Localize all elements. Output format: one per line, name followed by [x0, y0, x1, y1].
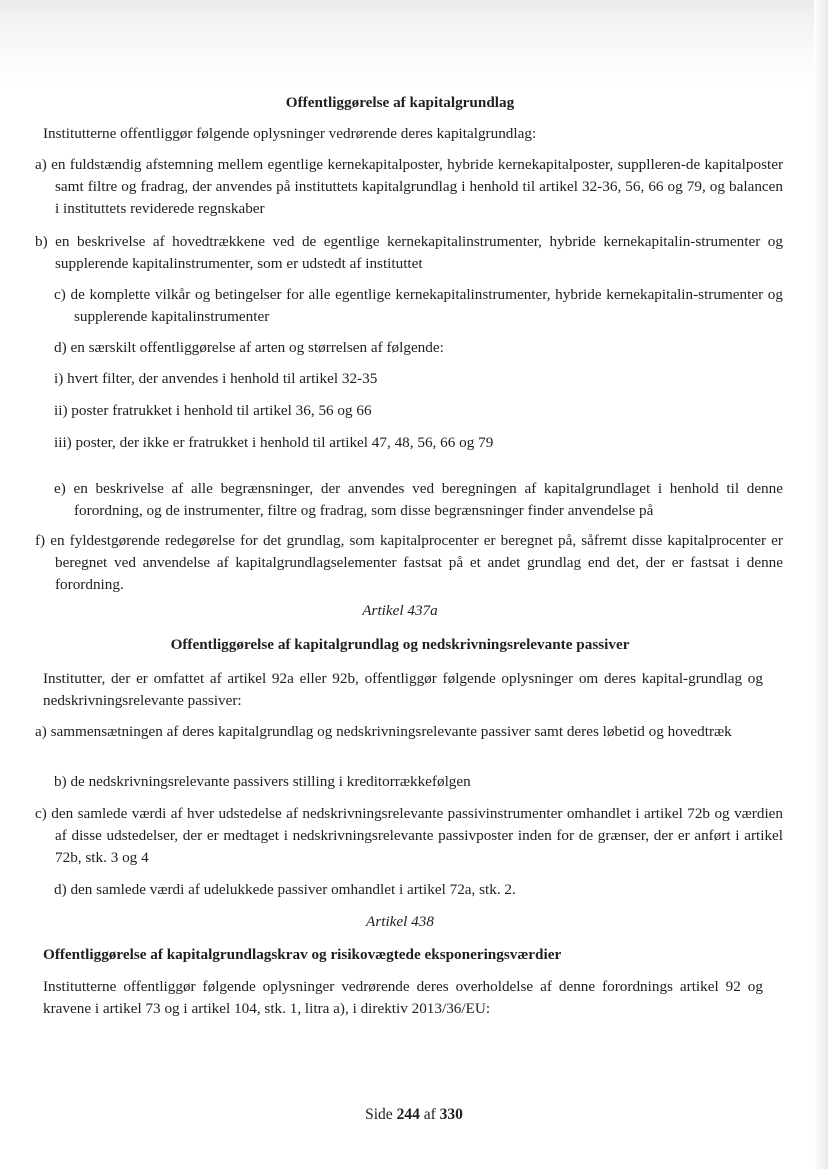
footer-page-number: 244: [396, 1106, 420, 1123]
list-item-d-ii: ii) poster fratrukket i henhold til artikel 36, 56 og 66: [54, 402, 372, 419]
intro-capital-base: Institutterne offentliggør følgende oplysninger vedrørende deres kapitalgrundlag:: [43, 125, 537, 142]
list-item-d: d) en særskilt offentliggørelse af arten og størrelsen af følgende:: [54, 339, 444, 356]
intro-article-437a: Institutter, der er omfattet af artikel 92a eller 92b, offentliggør følgende oplysninger om deres kapital-grundlag og nedskrivningsrelevante passiver:: [43, 670, 763, 709]
list-item-437a-b: b) de nedskrivningsrelevante passivers stilling i kreditorrækkefølgen: [54, 773, 471, 790]
heading-capital-base: Offentliggørelse af kapitalgrundlag: [285, 94, 515, 111]
scan-shading-right: [814, 0, 828, 1169]
footer-prefix: Side: [365, 1106, 393, 1123]
intro-article-438: Institutterne offentliggør følgende oplysninger vedrørende deres overholdelse af denne forordnings artikel 92 og kravene i artikel 73 og i artikel 104, stk. 1, litra a), i direktiv 2013/36/EU:: [43, 978, 763, 1017]
list-item-437a-a: a) sammensætningen af deres kapitalgrundlag og nedskrivningsrelevante passiver samt deres løbetid og hovedtræk: [35, 723, 732, 740]
list-item-d-iii: iii) poster, der ikke er fratrukket i henhold til artikel 47, 48, 56, 66 og 79: [54, 434, 494, 451]
heading-capital-and-eligible-liabilities: Offentliggørelse af kapitalgrundlag og nedskrivningsrelevante passiver: [170, 636, 630, 653]
article-437a-label: Artikel 437a: [362, 602, 438, 619]
list-item-b: b) en beskrivelse af hovedtrækkene ved de egentlige kernekapitalinstrumenter, hybride kernekapitalin-strumenter og supplerende kapitalinstrumenter, som er udstedt af instituttet: [35, 233, 783, 272]
list-item-437a-c: c) den samlede værdi af hver udstedelse af nedskrivningsrelevante passivinstrumenter omhandlet i artikel 72b og værdien af disse udstedelser, der er medtaget i nedskrivningsrelevante passivposter inden for de grænser, der er anført i artikel 72b, stk. 3 og 4: [35, 805, 783, 866]
list-item-a: a) en fuldstændig afstemning mellem egentlige kernekapitalposter, hybride kernekapitalposter, supplleren-de kapitalposter samt filtre og fradrag, der anvendes på instituttets kapitalgrundlag i henhold til artikel 32-36, 56, 66 og 79, og balancen i instituttets reviderede regnskaber: [35, 156, 783, 217]
list-item-d-i: i) hvert filter, der anvendes i henhold til artikel 32-35: [54, 370, 378, 387]
scan-shading-top: [0, 0, 828, 84]
heading-own-funds-requirements: Offentliggørelse af kapitalgrundlagskrav og risikovægtede eksponeringsværdier: [43, 946, 562, 963]
list-item-f: f) en fyldestgørende redegørelse for det grundlag, som kapitalprocenter er beregnet på, såfremt disse kapitalprocenter er beregnet ved anvendelse af kapitalgrundlagselementer fastsat på et andet grundlag end det, der er fastsat i denne forordning.: [35, 532, 783, 593]
list-item-c: c) de komplette vilkår og betingelser for alle egentlige kernekapitalinstrumenter, hybride kernekapitalin-strumenter og supplerende kapitalinstrumenter: [54, 286, 783, 325]
page-footer: [0, 1104, 828, 1126]
list-item-e: e) en beskrivelse af alle begrænsninger, der anvendes ved beregningen af kapitalgrundlaget i henhold til denne forordning, og de instrumenter, filtre og fradrag, som disse begrænsninger finder anvendelse på: [54, 480, 783, 519]
article-438-label: Artikel 438: [366, 913, 434, 930]
list-item-437a-d: d) den samlede værdi af udelukkede passiver omhandlet i artikel 72a, stk. 2.: [54, 881, 516, 898]
footer-of: af: [423, 1106, 436, 1123]
footer-total-pages: 330: [439, 1106, 463, 1123]
